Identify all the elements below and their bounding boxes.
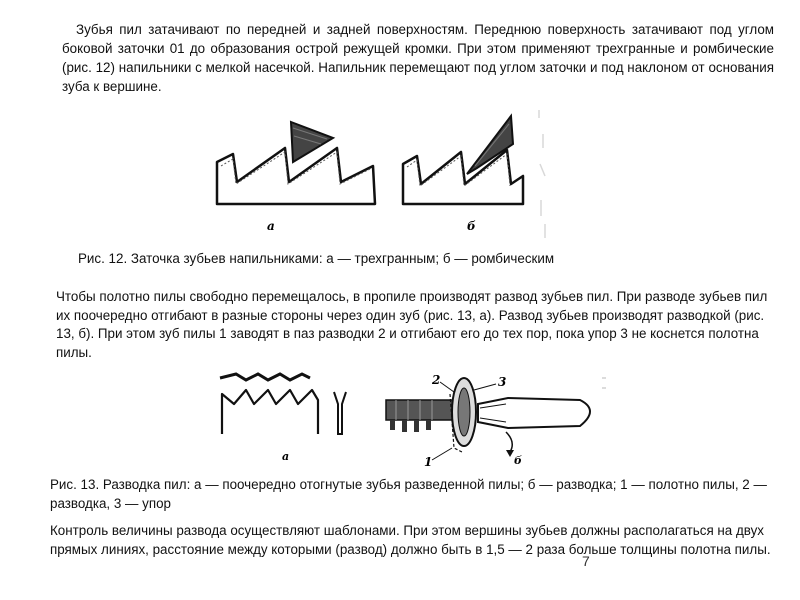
label-3: 3 — [498, 375, 507, 389]
saw-set-tool — [386, 378, 590, 457]
saw-blade-side-view — [222, 390, 318, 434]
label-2: 2 — [432, 373, 441, 387]
figure-12-sharpening — [205, 104, 560, 246]
set-teeth-top-view — [220, 374, 310, 380]
figure-13-setting — [210, 364, 610, 472]
page-number: 7 — [582, 553, 590, 569]
figure-13-caption: Рис. 13. Разводка пил: а — поочередно отогнутые зубья разведенной пилы; б — разводка; 1 — полотно пилы, 2 — разводка, 3 — упор — [50, 477, 767, 511]
label-b: б — [514, 454, 522, 467]
paragraph-tooth-setting: Чтобы полотно пилы свободно перемещалось, в пропиле производят развод зубьев пил. При разводе зубьев пил их поочередно отгибают в разные стороны через один зуб (рис. 13, а). Развод зубьев производят разводкой (рис. 13, б). При этом зуб пилы 1 заводят в паз разводки 2 и отгибают его до тех пор, пока упор 3 не коснется полотна пилы. — [56, 289, 768, 360]
label-1: 1 — [424, 455, 433, 469]
blade-cross-section — [334, 392, 346, 434]
label-a: а — [267, 219, 275, 233]
paragraph-sharpening: Зубья пил затачивают по передней и задней поверхностям. Переднюю поверхность затачивают под углом боковой заточки 01 до образования острой режущей кромки. При этом применяют трехгранные и ромбические (рис. 12) напильники с мелкой насечкой. Напильник перемещают под углом заточки и под наклоном от основания зуба к вершине. — [62, 22, 774, 94]
figure-12-caption: Рис. 12. Заточка зубьев напильниками: а — трехгранным; б — ромбическим — [78, 251, 555, 266]
saw-blade-b — [403, 150, 523, 204]
label-a: а — [282, 450, 290, 463]
label-b: б — [467, 219, 476, 233]
paragraph-control: Контроль величины развода осуществляют шаблонами. При этом вершины зубьев должны располагаться на двух прямых линиях, расстояние между которыми (развод) должно быть в 1,5 — 2 раза больше толщины полотна пилы. — [50, 523, 771, 557]
tool-handle — [478, 398, 590, 428]
